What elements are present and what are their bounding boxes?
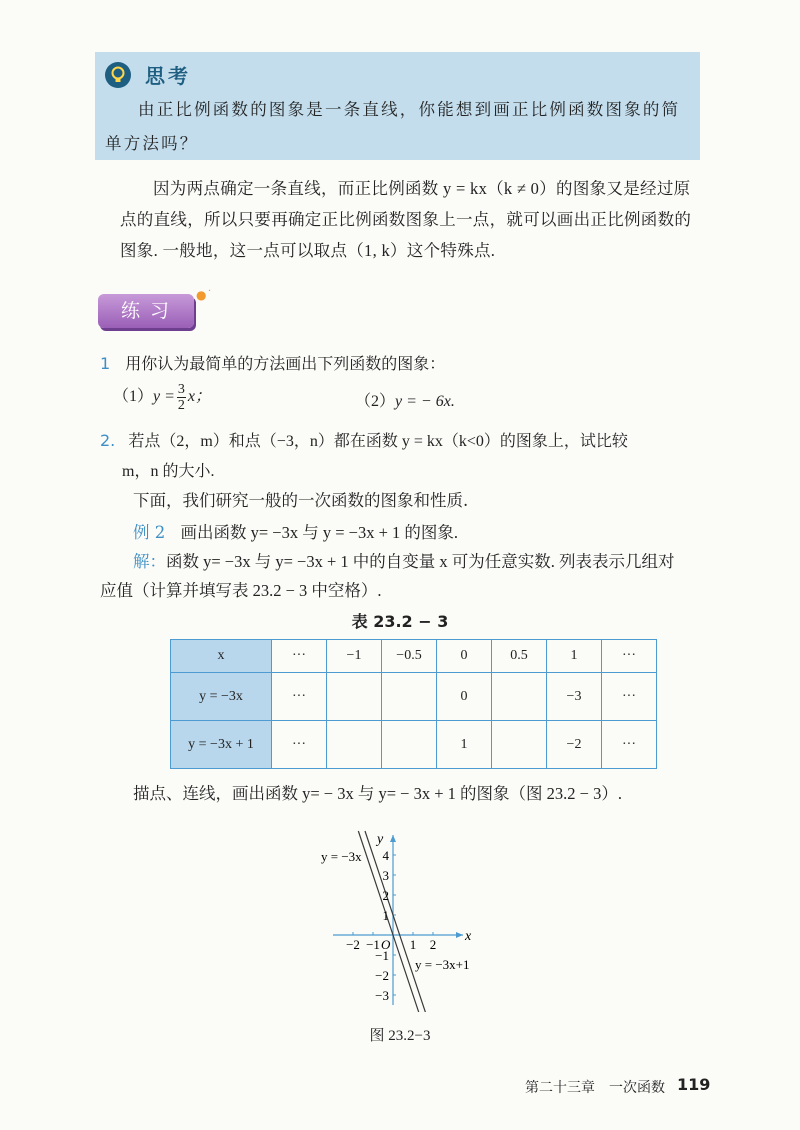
x-tick-label: 2 bbox=[429, 937, 437, 952]
value-table bbox=[170, 639, 657, 769]
intro-text: 下面，我们研究一般的一次函数的图象和性质. bbox=[133, 491, 469, 510]
series-line-2 bbox=[365, 831, 426, 1012]
series-label-1: y = −3x bbox=[321, 849, 362, 864]
table-cell: ··· bbox=[272, 673, 327, 721]
x-tick-label: −2 bbox=[346, 937, 360, 952]
part-1-rhs: x； bbox=[187, 388, 212, 406]
part-1-lhs: y = bbox=[153, 388, 175, 406]
x-tick-label: 1 bbox=[409, 937, 417, 952]
plot-sentence: 描点、连线，画出函数 y= − 3x 与 y= − 3x + 1 的图象（图 23.2 − 3）. bbox=[133, 784, 622, 803]
example-text: 画出函数 y= −3x 与 y = −3x + 1 的图象. bbox=[180, 523, 459, 542]
y-tick-label: −3 bbox=[375, 988, 389, 1003]
y-tick-label: 1 bbox=[382, 908, 389, 923]
question-2-line-1: 若点（2，m）和点（−3，n）都在函数 y = kx（k<0）的图象上，试比较 bbox=[128, 433, 628, 450]
think-title: 思考 bbox=[145, 64, 191, 88]
table-cell-blank bbox=[327, 673, 382, 721]
origin-label: O bbox=[381, 937, 391, 952]
table-cell: y = −3x + 1 bbox=[171, 721, 272, 769]
table-cell-blank bbox=[492, 721, 547, 769]
table-cell: −0.5 bbox=[382, 640, 437, 673]
table-cell-blank bbox=[492, 673, 547, 721]
function-graph bbox=[315, 812, 515, 1012]
figure-caption: 图 23.2−3 bbox=[369, 1028, 431, 1044]
part-2-label: （2） bbox=[355, 393, 396, 410]
example-label: 例 2 bbox=[133, 523, 166, 542]
y-axis-arrow bbox=[390, 835, 396, 842]
question-2-line-2: m，n 的大小. bbox=[122, 463, 215, 480]
table-cell-blank bbox=[382, 721, 437, 769]
table-cell: 0 bbox=[437, 640, 492, 673]
table-cell: −1 bbox=[327, 640, 382, 673]
x-tick-label: −1 bbox=[366, 937, 380, 952]
x-axis-label: x bbox=[465, 929, 472, 944]
table-cell: ··· bbox=[272, 721, 327, 769]
fraction-denominator: 2 bbox=[177, 398, 185, 413]
solution-line-2: 应值（计算并填写表 23.2 − 3 中空格）. bbox=[100, 581, 382, 600]
y-tick-label: −1 bbox=[375, 948, 389, 963]
table-cell-blank bbox=[382, 673, 437, 721]
y-tick-label: −2 bbox=[375, 968, 389, 983]
table-cell: 0.5 bbox=[492, 640, 547, 673]
table-cell: ··· bbox=[272, 640, 327, 673]
y-tick-label: 4 bbox=[382, 848, 389, 863]
fraction-three-halves bbox=[177, 382, 186, 413]
question-2 bbox=[100, 428, 628, 451]
table-cell: 1 bbox=[547, 640, 602, 673]
question-1 bbox=[100, 351, 445, 374]
lightbulb-icon bbox=[105, 62, 131, 88]
table-row bbox=[171, 673, 657, 721]
y-axis-label: y bbox=[377, 832, 384, 847]
table-cell: ··· bbox=[602, 721, 657, 769]
table-row bbox=[171, 640, 657, 673]
example-2 bbox=[133, 519, 458, 543]
sparkle-icon: ●˙ bbox=[196, 288, 213, 302]
part-2-text: y = − 6x. bbox=[395, 393, 455, 410]
part-1-label: （1） bbox=[113, 388, 154, 406]
table-cell: y = −3x bbox=[171, 673, 272, 721]
table-caption: 表 23.2 − 3 bbox=[351, 612, 449, 631]
question-1-part-1 bbox=[113, 382, 211, 413]
question-1-part-2 bbox=[355, 388, 455, 411]
think-question: 由正比例函数的图象是一条直线，你能想到画正比例函数图象的简单方法吗？ bbox=[105, 100, 681, 153]
chapter-footer: 第二十三章 一次函数 bbox=[525, 1080, 665, 1096]
explanation-paragraph: 因为两点确定一条直线，而正比例函数 y = kx（k ≠ 0）的图象又是经过原点的直线，所以只要再确定正比例函数图象上一点，就可以画出正比例函数的图象. 一般地，这一点可以取点（1, k）这个特殊点. bbox=[120, 179, 692, 260]
fraction-numerator: 3 bbox=[177, 382, 185, 397]
practice-label: 练习 bbox=[120, 300, 179, 322]
solution-line-1 bbox=[133, 548, 675, 572]
solution-text: 函数 y= −3x 与 y= −3x + 1 中的自变量 x 可为任意实数. 列表表示几组对 bbox=[166, 552, 675, 571]
table-cell: 1 bbox=[437, 721, 492, 769]
series-label-2: y = −3x+1 bbox=[415, 957, 470, 972]
question-1-text: 用你认为最简单的方法画出下列函数的图象： bbox=[125, 354, 446, 373]
table-row bbox=[171, 721, 657, 769]
table-cell: −2 bbox=[547, 721, 602, 769]
table-cell: x bbox=[171, 640, 272, 673]
table-cell: 0 bbox=[437, 673, 492, 721]
table-cell: ··· bbox=[602, 673, 657, 721]
table-cell-blank bbox=[327, 721, 382, 769]
y-tick-label: 3 bbox=[382, 868, 389, 883]
x-axis-arrow bbox=[456, 932, 463, 938]
y-tick-label: 2 bbox=[382, 888, 389, 903]
question-2-number: 2. bbox=[100, 431, 116, 450]
table-cell: −3 bbox=[547, 673, 602, 721]
table-cell: ··· bbox=[602, 640, 657, 673]
question-1-number: 1 bbox=[100, 354, 111, 373]
solution-label: 解： bbox=[133, 552, 166, 571]
page-number: 119 bbox=[677, 1075, 711, 1094]
